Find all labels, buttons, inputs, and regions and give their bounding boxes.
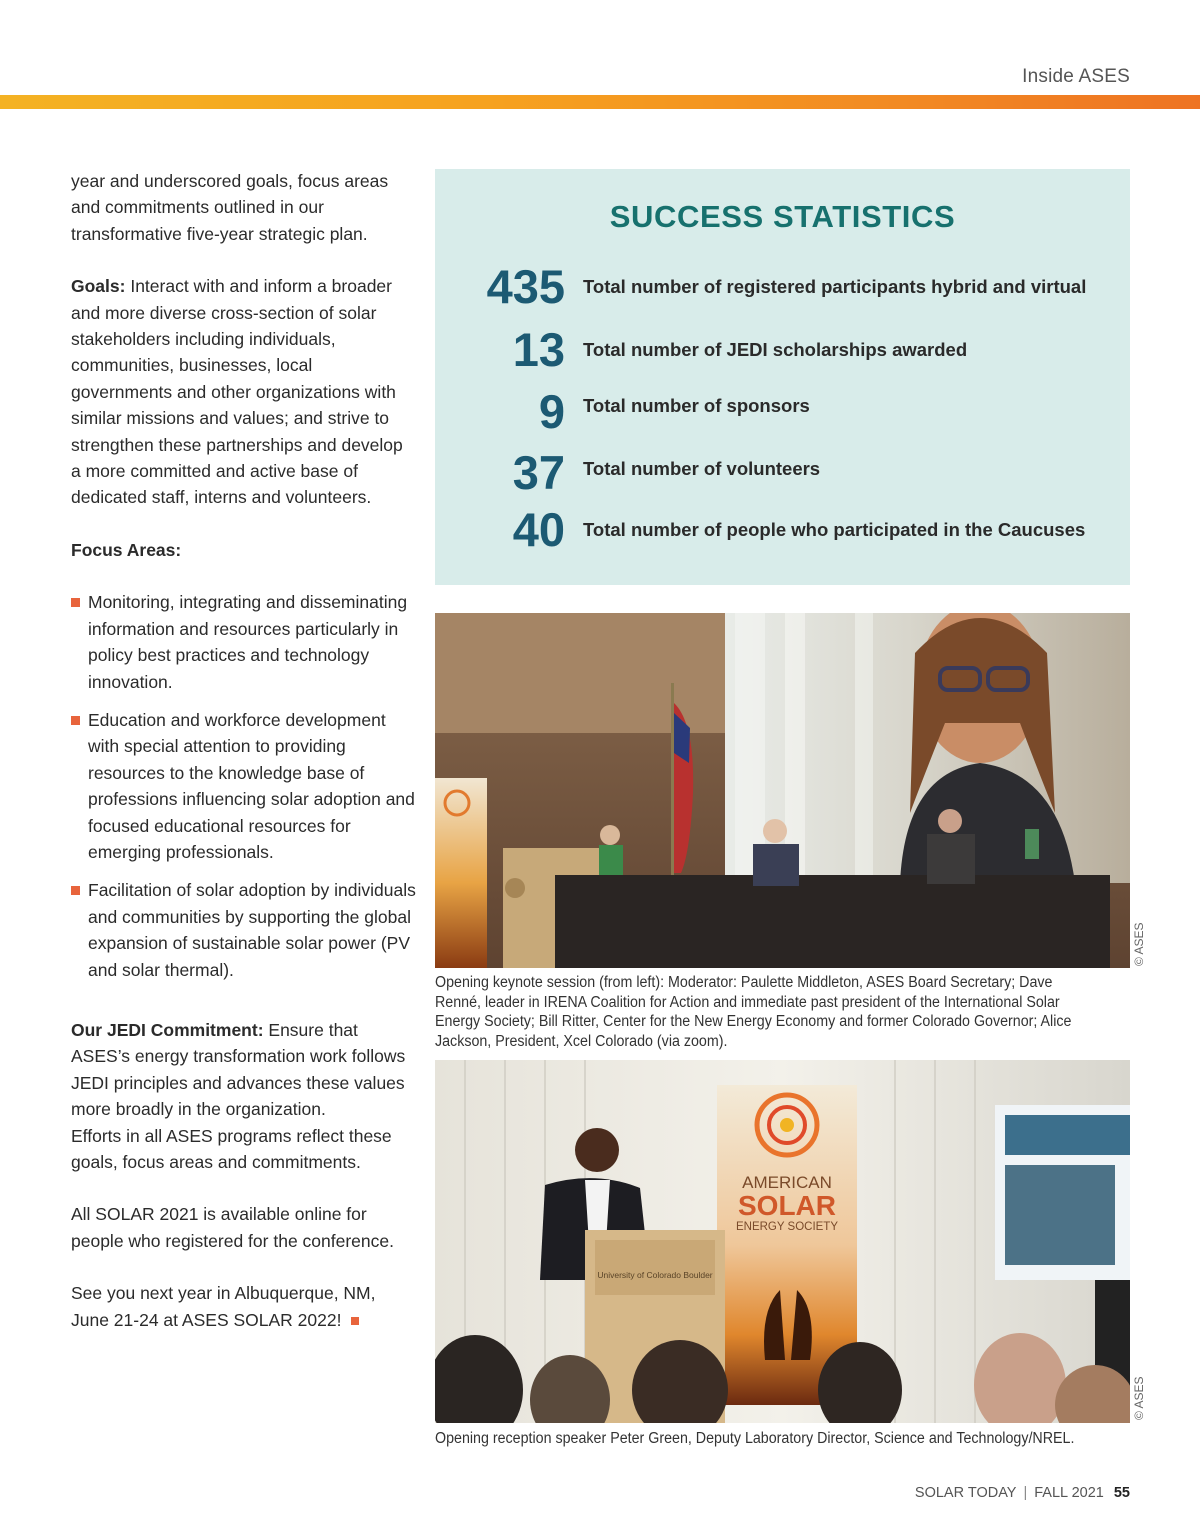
focus-item-text: Facilitation of solar adoption by individuals and communities by supporting the global expansion of sustainable solar power (PV and solar thermal). [88,880,416,980]
banner-text: AMERICAN [742,1173,832,1192]
list-item [71,877,416,983]
focus-areas-heading: Focus Areas: [71,539,182,560]
stat-row [435,445,1130,501]
focus-areas-list [71,589,416,983]
stat-number: 9 [538,385,565,438]
issue-label: FALL 2021 [1034,1485,1104,1501]
closing-text: See you next year in Albuquerque, NM, June 21-24 at ASES SOLAR 2022! [71,1283,376,1330]
goals-paragraph [71,273,416,511]
banner-text: ENERGY SOCIETY [735,1221,839,1233]
list-item [71,707,416,865]
focus-item-text: Education and workforce development with special attention to providing resources to the knowledge base of professions influencing solar adoption and focused educational resources for emerging professionals. [88,709,415,862]
stat-label: Total number of people who participated in the Caucuses [583,519,1086,540]
jedi-text: Ensure that ASES’s energy transformation work follows JEDI principles and advances these values more broadly in the organization. [71,1019,406,1120]
left-column [71,168,416,1359]
photo-credit: © ASES [1132,1376,1146,1420]
stat-number: 37 [512,446,565,499]
stat-row [435,384,1130,440]
online-paragraph: All SOLAR 2021 is available online for people who registered for the conference. [71,1204,394,1251]
reception-speaker-photo [435,1060,1130,1423]
stat-label: Total number of sponsors [583,395,810,416]
intro-paragraph: year and underscored goals, focus areas and commitments outlined in our transformative five-year strategic plan. [71,171,389,244]
square-bullet-icon [71,598,80,607]
stat-row [435,259,1130,315]
stat-row [435,502,1130,558]
photo-caption: Opening keynote session (from left): Moderator: Paulette Middleton, ASES Board Secretary; Dave Renné, leader in IRENA Coalition for Action and immediate past president of the International Solar Energy Society; Bill Ritter, Center for the New Energy Economy and former Colorado Governor; Alice Jackson, President, Xcel Colorado (via zoom). [435,974,1072,1050]
closing-paragraph [71,1280,416,1333]
jedi-label: Our JEDI Commitment: [71,1019,264,1040]
header-gradient-bar [0,95,1200,109]
goals-text: Interact with and inform a broader and more diverse cross-section of solar stakeholders including individuals, communities, businesses, local governments and other organizations with similar missions and values; and strive to strengthen these partnerships and develop a more committed and active base of dedicated staff, interns and volunteers. [71,276,403,508]
stat-label: Total number of registered participants hybrid and virtual [583,276,1087,297]
square-bullet-icon [71,886,80,895]
stat-row [435,322,1130,378]
banner-text: SOLAR [738,1190,836,1221]
jedi-paragraph [71,1017,416,1123]
publication-name: SOLAR TODAY [914,1485,1017,1501]
success-statistics-box [435,169,1130,585]
stat-number: 435 [486,260,565,313]
stat-number: 40 [512,503,565,556]
list-item [71,589,416,695]
end-mark-icon [351,1317,359,1325]
page-number: 55 [1113,1485,1130,1501]
stat-label: Total number of volunteers [583,458,821,479]
podium-text: University of Colorado Boulder [597,1270,713,1280]
section-label: Inside ASES [1022,66,1130,87]
focus-item-text: Monitoring, integrating and disseminating information and resources particularly in policy best practices and technology innovation. [88,592,408,692]
stats-title: SUCCESS STATISTICS [609,199,956,234]
efforts-paragraph: Efforts in all ASES programs reflect these goals, focus areas and commitments. [71,1125,392,1172]
photo-caption: Opening reception speaker Peter Green, Deputy Laboratory Director, Science and Technology/NREL. [435,1430,1075,1447]
goals-label: Goals: [71,276,126,297]
stat-label: Total number of JEDI scholarships awarded [583,339,968,360]
square-bullet-icon [71,716,80,725]
keynote-session-photo [435,613,1130,968]
photo-credit: © ASES [1132,922,1146,966]
stat-number: 13 [512,323,565,376]
page-footer: SOLAR TODAY | FALL 2021 55 [914,1485,1130,1501]
